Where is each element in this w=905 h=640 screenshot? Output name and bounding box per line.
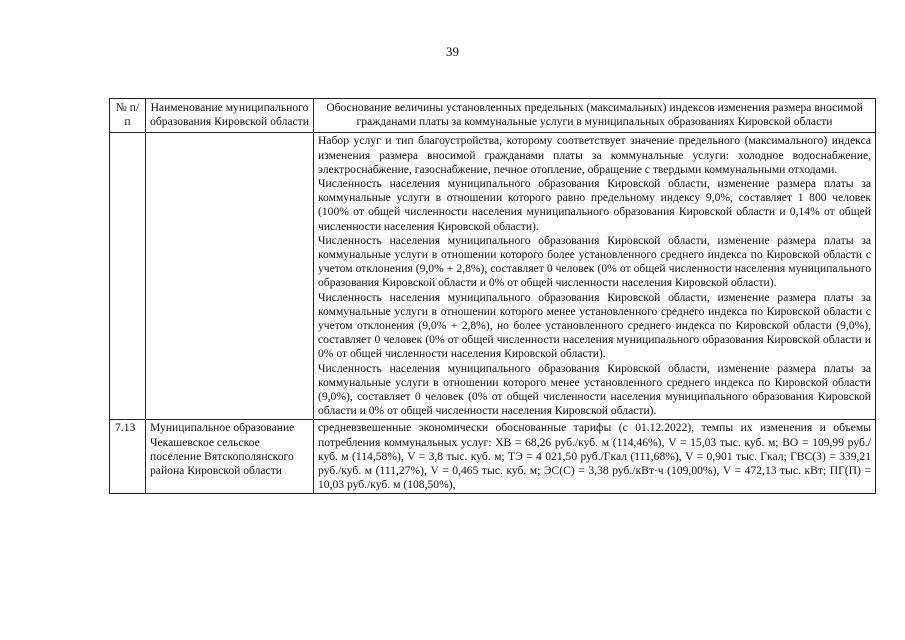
row-number — [110, 133, 146, 420]
table-header-row — [110, 99, 876, 133]
row-justification — [314, 133, 876, 420]
header-justification: Обоснование величины установленных предельных (максимальных) индексов изменения размера вносимой гражданами платы за коммунальные услуги в муниципальных образованиях Кировской области — [314, 99, 876, 133]
table-row — [110, 420, 876, 494]
table-row-continued — [110, 133, 876, 420]
paragraph: Численность населения муниципального образования Кировской области, изменение размера платы за коммунальные услуги в отношении которого равно предельному индексу 9,0%, составляет 1 800 человек (100% от общей численности населения муниципального образования Кировской области и 0,14% от общей численности населения Кировской области). — [318, 177, 871, 233]
row-justification — [314, 420, 876, 494]
page-number: 39 — [446, 44, 459, 59]
index-justification-table — [109, 98, 876, 494]
header-number: № п/п — [110, 99, 146, 133]
paragraph: Численность населения муниципального образования Кировской области, изменение размера платы за коммунальные услуги в отношении которого менее установленного среднего индекса по Кировской области (9,0%), составляет 0 человек (0% от общей численности населения муниципального образования Кировской области и 0% от общей численности населения Кировской области). — [318, 361, 871, 418]
paragraph: Численность населения муниципального образования Кировской области, изменение размера платы за коммунальные услуги в отношении которого более установленного среднего индекса по Кировской области с учетом отклонения (9,0% + 2,8%), составляет 0 человек (0% от общей численности населения муниципального образования Кировской области и 0% от общей численности населения Кировской области). — [318, 233, 871, 290]
paragraph: Набор услуг и тип благоустройства, которому соответствует значение предельного (максимального) индекса изменения размера вносимой гражданами платы за коммунальные услуги: холодное водоснабжение, электроснабжение, газоснабжение, печное отопление, обращение с твердыми коммунальными отходами. — [318, 134, 871, 176]
paragraph: Численность населения муниципального образования Кировской области, изменение размера платы за коммунальные услуги в отношении которого менее установленного среднего индекса по Кировской области с учетом отклонения (9,0% + 2,8%), но более установленного среднего индекса по Кировской области (9,0%), составляет 0 человек (0% от общей численности населения муниципального образования Кировской области и 0% от общей численности населения Кировской области). — [318, 290, 871, 361]
row-municipality-name: Муниципальное образование Чекашевское сельское поселение Вятскополянского района Кировской области — [146, 420, 314, 494]
row-municipality-name — [146, 133, 314, 420]
row-number: 7.13 — [110, 420, 146, 494]
header-municipality-name: Наименование муниципального образования Кировской области — [146, 99, 314, 133]
paragraph: средневзвешенные экономически обоснованные тарифы (с 01.12.2022), темпы их изменения и объемы потребления коммунальных услуг: ХВ = 68,26 руб./куб. м (114,46%), V = 15,03 тыс. куб. м; ВО = 109,99 руб./куб. м (114,58%), V = 3,8 тыс. куб. м; ТЭ = 4 021,50 руб./Гкал (111,68%), V = 0,901 тыс. Гкал; ГВС(З) = 339,21 руб./куб. м (111,27%), V = 0,465 тыс. куб. м; ЭС(С) = 3,38 руб./кВт·ч (109,00%), V = 472,13 тыс. кВт; ПГ(П) = 10,03 руб./куб. м (108,50%), — [318, 421, 871, 492]
